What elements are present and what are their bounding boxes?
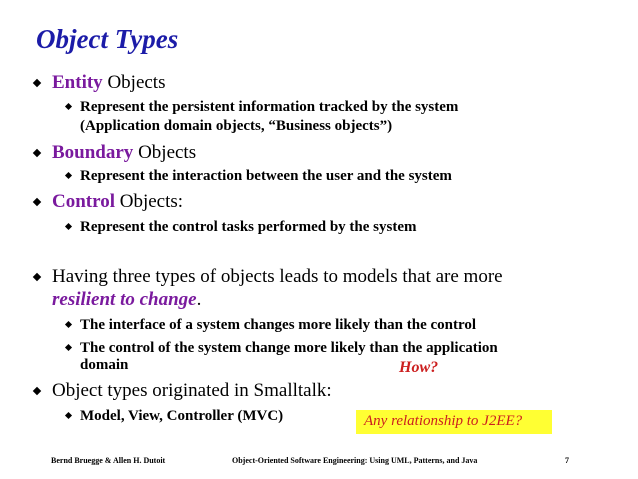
control-rest: Objects: <box>114 191 184 212</box>
diamond-bullet-icon <box>33 198 41 206</box>
smalltalk-sub1: Model, View, Controller (MVC) <box>80 408 284 424</box>
diamond-bullet-icon <box>33 79 41 87</box>
entity-sub1-line1: Represent the persistent information tracked by the system <box>80 99 459 115</box>
diamond-bullet-icon <box>33 387 41 395</box>
footer-book-title: Object-Oriented Software Engineering: Using UML, Patterns, and Java <box>232 456 478 465</box>
resilient-emphasis: resilient to change <box>52 289 197 310</box>
diamond-bullet-icon <box>65 103 72 110</box>
diamond-bullet-icon <box>65 321 72 328</box>
three-types-sub2-line1: The control of the system change more likely than the application <box>80 340 498 356</box>
three-types-period: . <box>196 289 202 310</box>
three-types-line2 <box>52 289 201 311</box>
title-part1: Object <box>36 24 108 54</box>
entity-rest: Objects <box>102 72 166 93</box>
diamond-bullet-icon <box>33 149 41 157</box>
footer-authors: Bernd Bruegge & Allen H. Dutoit <box>51 456 166 465</box>
boundary-sub1: Represent the interaction between the user and the system <box>80 168 452 184</box>
smalltalk-text: Object types originated in Smalltalk: <box>52 380 332 401</box>
diamond-bullet-icon <box>65 344 72 351</box>
keyword-control: Control <box>52 191 115 212</box>
three-types-line1: Having three types of objects leads to models that are more <box>52 266 503 287</box>
diamond-bullet-icon <box>65 412 72 419</box>
diamond-bullet-icon <box>33 273 41 281</box>
three-types-sub2-line2: domain <box>80 357 129 373</box>
footer-page-number: 7 <box>565 456 569 465</box>
how-annotation: How? <box>399 359 439 376</box>
three-types-sub1: The interface of a system changes more likely than the control <box>80 317 477 333</box>
boundary-rest: Objects <box>133 142 197 163</box>
keyword-boundary: Boundary <box>52 142 134 163</box>
diamond-bullet-icon <box>65 172 72 179</box>
entity-sub1-line2: (Application domain objects, “Business objects”) <box>80 118 393 134</box>
control-sub1: Represent the control tasks performed by the system <box>80 219 417 235</box>
diamond-bullet-icon <box>65 223 72 230</box>
title-part2: Types <box>114 24 179 54</box>
j2ee-callout: Any relationship to J2EE? <box>356 410 552 434</box>
slide-title <box>36 24 178 55</box>
keyword-entity: Entity <box>52 72 103 93</box>
